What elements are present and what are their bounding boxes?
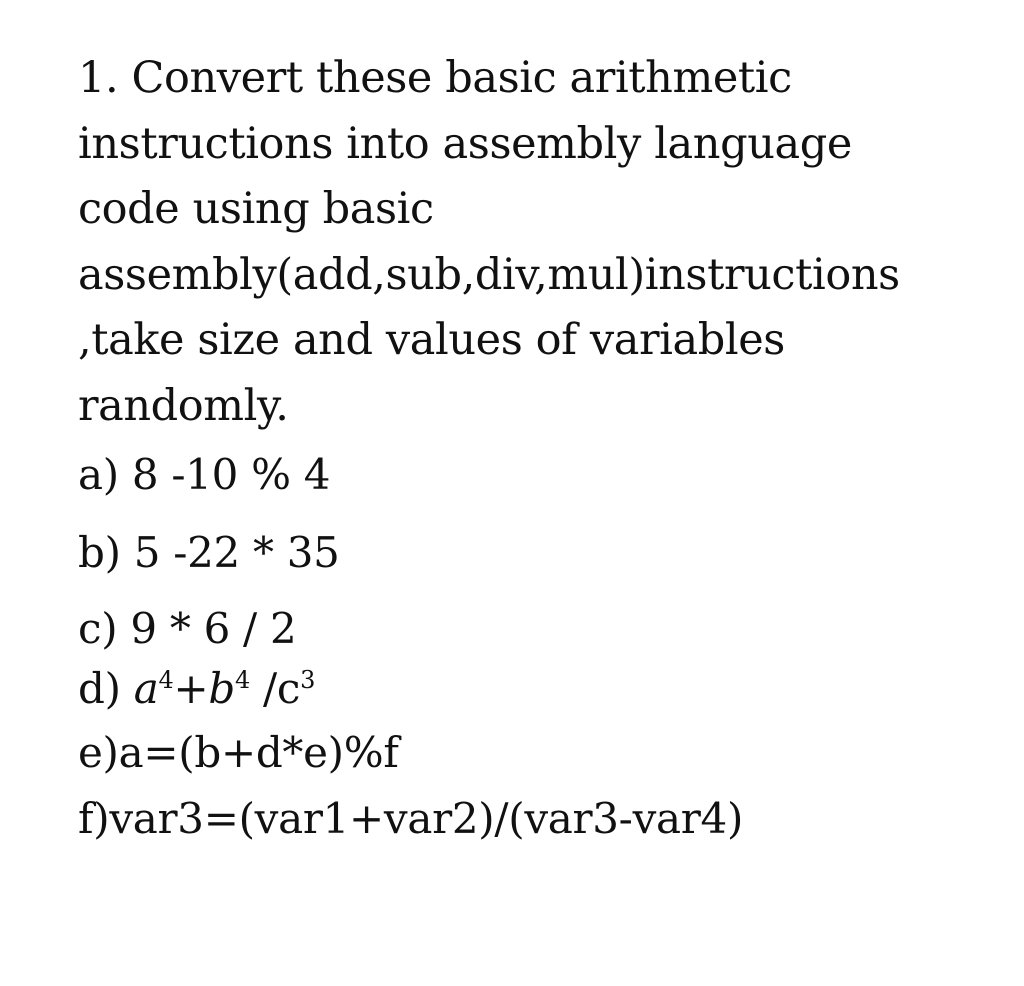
expression-item-f: f)var3=(var1+var2)/(var3-var4) (78, 794, 744, 843)
item-d-base-b: b (208, 664, 235, 713)
question-line-5: ,take size and values of variables (78, 315, 785, 365)
expression-item-e: e)a=(b+d*e)%f (78, 728, 399, 777)
question-line-1: 1. Convert these basic arithmetic (78, 53, 792, 103)
question-text (78, 46, 998, 439)
question-line-6: randomly. (78, 380, 289, 431)
expression-item-d (78, 661, 998, 725)
question-line-2: instructions into assembly language (78, 118, 852, 169)
document-page (78, 46, 998, 857)
item-d-exponent-a: 4 (158, 666, 174, 694)
expression-list (78, 447, 998, 857)
item-d-plus: + (173, 664, 209, 713)
question-line-3: code using basic (78, 184, 434, 234)
item-d-prefix: d) (78, 664, 134, 713)
question-line-4: assembly(add,sub,div,mul)instructions (78, 249, 900, 300)
item-d-exponent-c: 3 (300, 666, 316, 694)
item-d-base-a: a (133, 664, 159, 713)
expression-item-b: b) 5 -22 * 35 (78, 528, 340, 577)
expression-item-c: c) 9 * 6 / 2 (78, 604, 297, 653)
expression-item-a: a) 8 -10 % 4 (78, 450, 331, 499)
item-d-exponent-b: 4 (234, 666, 250, 694)
item-d-divisor: /c (249, 664, 301, 713)
